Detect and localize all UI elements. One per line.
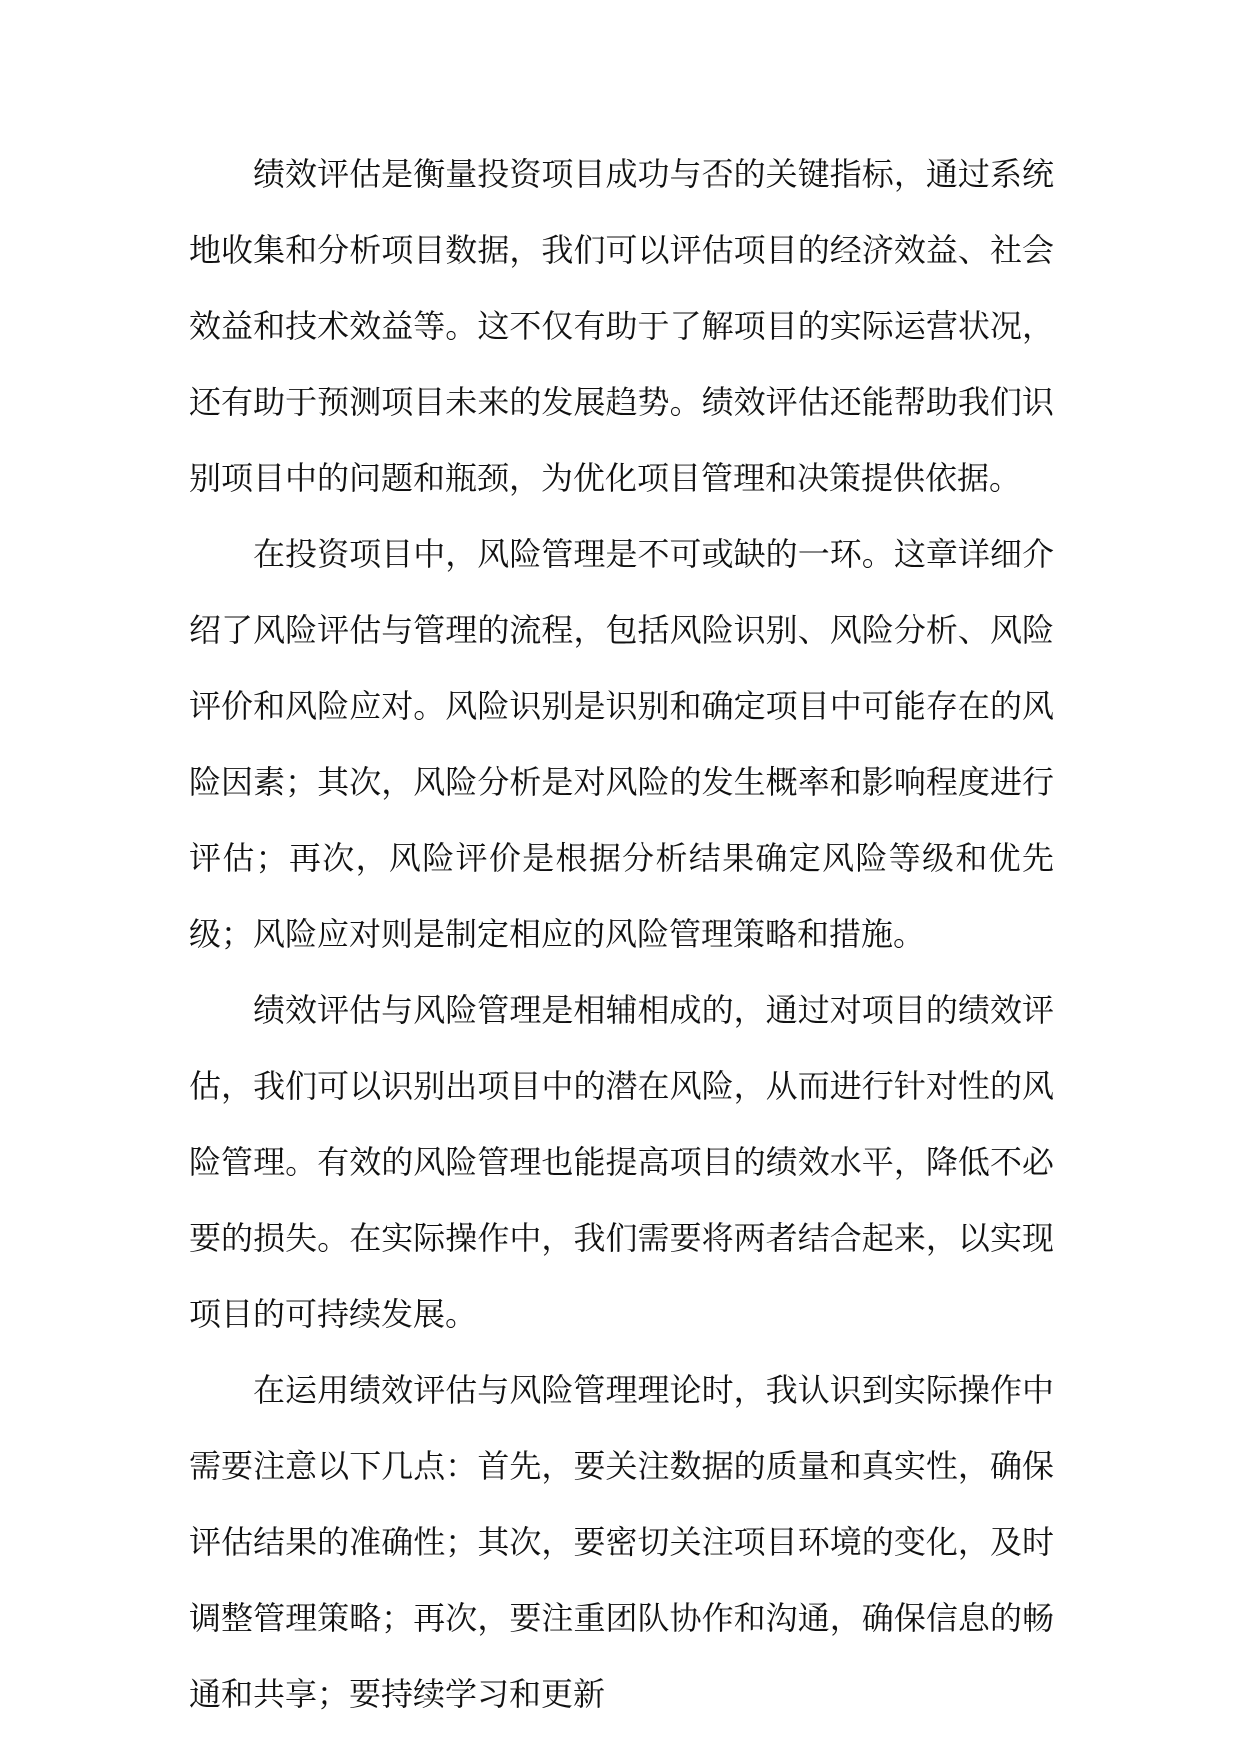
paragraph-practical-notes: 在运用绩效评估与风险管理理论时，我认识到实际操作中需要注意以下几点：首先，要关注数据的质量和真实性，确保评估结果的准确性；其次，要密切关注项目环境的变化，及时调整管理策略；再次，要注重团队协作和沟通，确保信息的畅通和共享；要持续学习和更新 [189,1371,1054,1713]
document-page [189,136,1054,1732]
paragraph-risk-management: 在投资项目中，风险管理是不可或缺的一环。这章详细介绍了风险评估与管理的流程，包括风险识别、风险分析、风险评价和风险应对。风险识别是识别和确定项目中可能存在的风险因素；其次，风险分析是对风险的发生概率和影响程度进行评估；再次，风险评价是根据分析结果确定风险等级和优先级；风险应对则是制定相应的风险管理策略和措施。 [189,535,1054,953]
paragraph-complementary: 绩效评估与风险管理是相辅相成的，通过对项目的绩效评估，我们可以识别出项目中的潜在风险，从而进行针对性的风险管理。有效的风险管理也能提高项目的绩效水平，降低不必要的损失。在实际操作中，我们需要将两者结合起来，以实现项目的可持续发展。 [189,991,1054,1333]
paragraph-performance-evaluation: 绩效评估是衡量投资项目成功与否的关键指标，通过系统地收集和分析项目数据，我们可以评估项目的经济效益、社会效益和技术效益等。这不仅有助于了解项目的实际运营状况，还有助于预测项目未来的发展趋势。绩效评估还能帮助我们识别项目中的问题和瓶颈，为优化项目管理和决策提供依据。 [189,155,1054,497]
